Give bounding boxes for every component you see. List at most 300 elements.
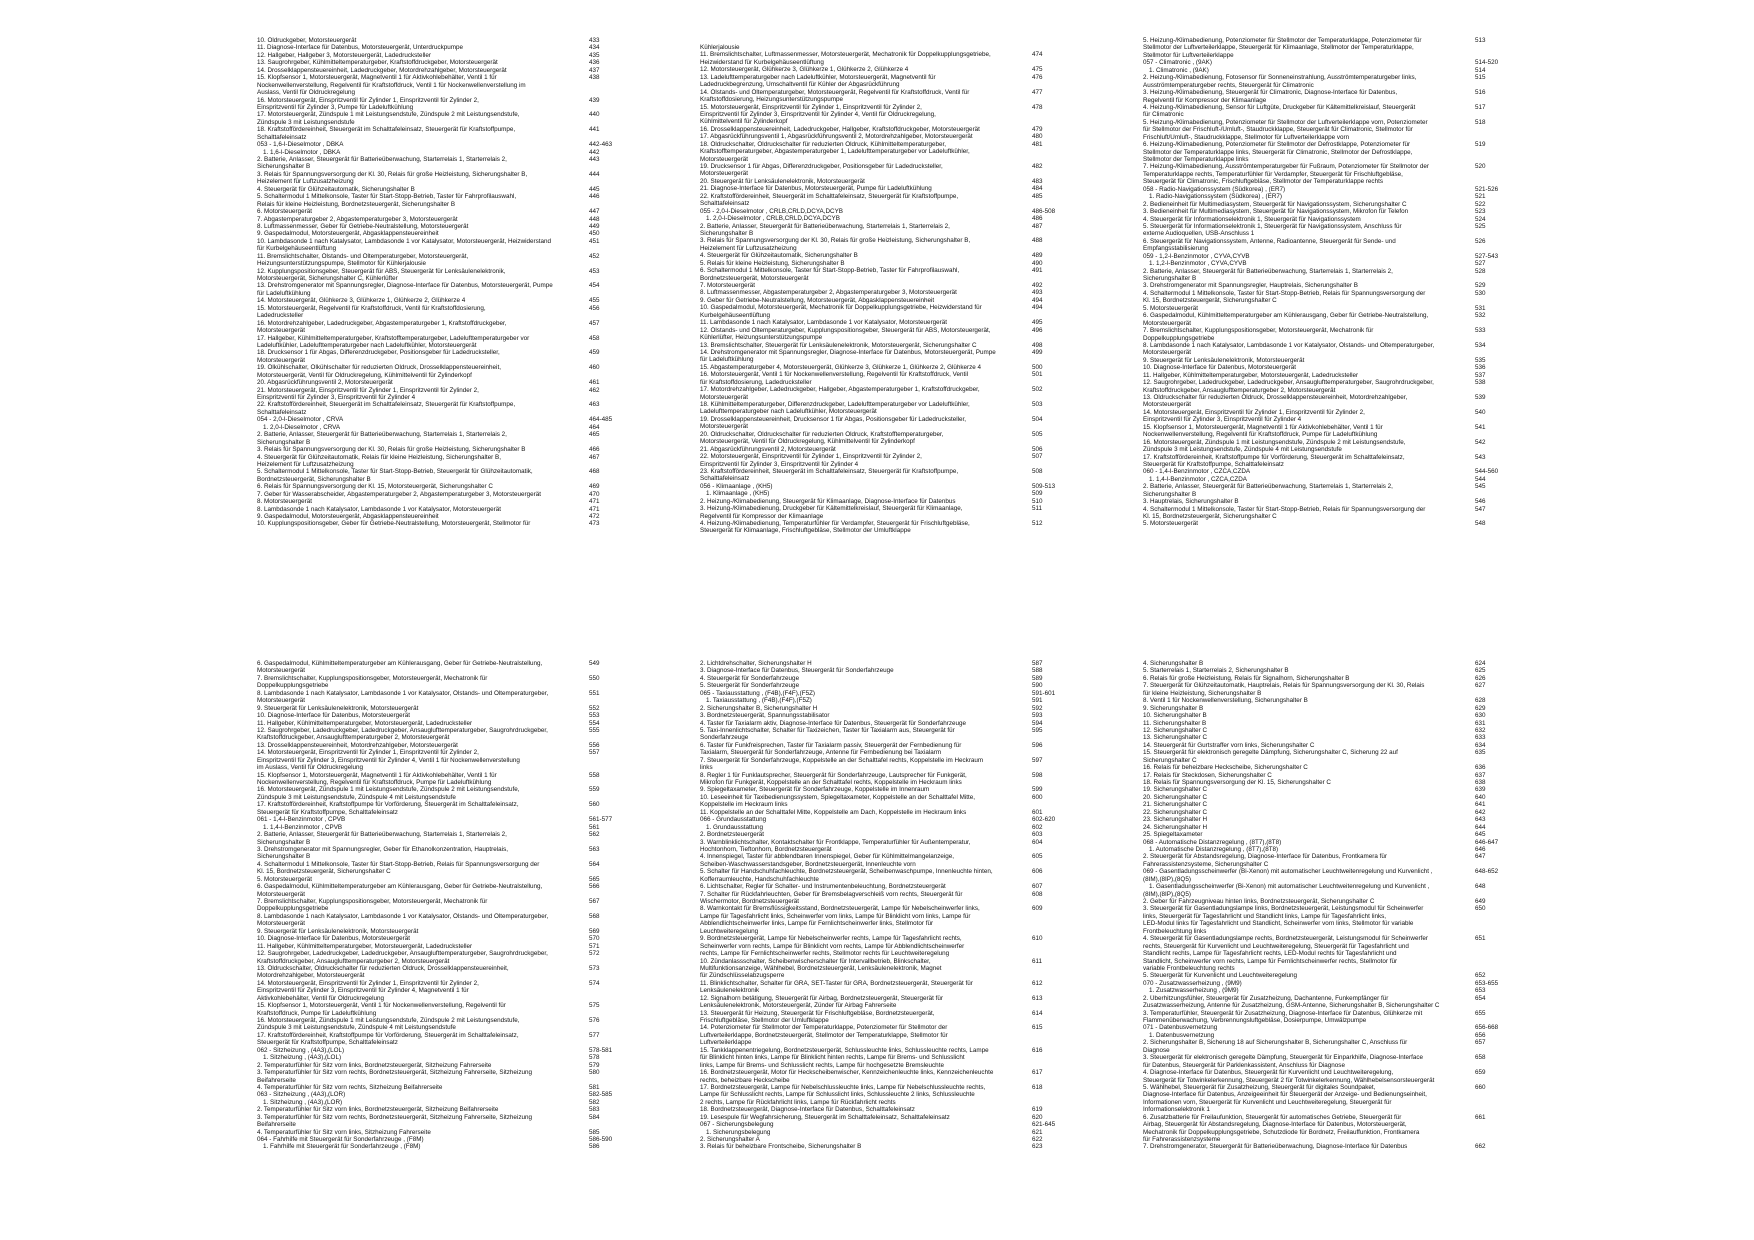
toc-page-number (1026, 1099, 1062, 1106)
toc-entry (1143, 1136, 1505, 1143)
toc-entry-text: Sicherungshalter B (700, 229, 754, 237)
toc-entry (700, 734, 1062, 741)
toc-entry-text: 3. Heizung-/Klimabedienung, Druckgeber für Kältemittelkreislauf, Steuergerät für Klimaanlage, (700, 505, 963, 513)
toc-page-number (1026, 423, 1062, 430)
toc-page-number (1469, 958, 1505, 965)
toc-page-number (583, 697, 619, 704)
toc-entry-text: 1. Climatronic , (9AK) (1149, 66, 1209, 74)
toc-page-number (1026, 987, 1062, 994)
toc-entry (1143, 1062, 1505, 1069)
toc-entry (700, 81, 1062, 88)
toc-entry (1143, 439, 1505, 446)
toc-entry (700, 148, 1062, 155)
toc-page-number: 514-520 (1475, 59, 1499, 67)
toc-entry (257, 1069, 619, 1076)
toc-entry (1143, 290, 1505, 297)
toc-entry (1143, 149, 1505, 156)
toc-entry (257, 349, 619, 356)
toc-entry-text: Doppelkupplungsgetriebe (257, 905, 329, 913)
toc-entry (700, 275, 1062, 282)
toc-entry (1143, 972, 1505, 979)
toc-entry-text: 6. Relais für große Heizleistung, Relais für Signalhorn, Sicherungshalter B (1143, 674, 1350, 682)
toc-entry-text: Zündspule 3 mit Leistungsendstufe, Zündspule 4 mit Leistungsendstufe (257, 793, 456, 801)
toc-entry-text: 21. Motorsteuergerät, Einspritzventil für Zylinder 1, Einspritzventil für Zylinder 2, (257, 386, 479, 394)
toc-page-number: 577 (589, 1031, 600, 1039)
toc-page-number (1026, 156, 1062, 163)
toc-page-number (583, 89, 619, 96)
toc-page-number (1026, 96, 1062, 103)
toc-entry (1143, 97, 1505, 104)
toc-entry (1143, 764, 1505, 771)
toc-entry (700, 490, 1062, 497)
toc-entry (700, 468, 1062, 475)
toc-page-number (583, 372, 619, 379)
toc-entry-text: 23. Sicherungshalter H (1143, 816, 1208, 824)
toc-entry-text: Kühlmittelventil für Zylinderkopf (700, 118, 788, 126)
toc-entry-text: 4. Steuergerät für Informationselektronik 1, Steuergerät für Navigationssystem (1143, 215, 1361, 223)
toc-entry (257, 424, 619, 431)
toc-entry-text: Informationselektronik 1 (1143, 1106, 1210, 1114)
toc-page-number (583, 757, 619, 764)
toc-entry (1143, 1129, 1505, 1136)
toc-page-number: 567 (589, 898, 600, 905)
toc-entry (700, 356, 1062, 363)
toc-page-number (1469, 965, 1505, 972)
toc-entry (700, 431, 1062, 438)
toc-entry (700, 520, 1062, 527)
toc-entry-text: Abblendlichtscheinwerfer links, Lampe für Fernlichtscheinwerfer links, Stellmotor für (700, 920, 934, 928)
toc-entry-text: Aktivkohlebehälter, Ventil für Öldruckregelung (257, 994, 385, 1002)
toc-page-number (583, 275, 619, 282)
toc-entry-text: Steuergerät für Kraftstoffpumpe, Schalttafeleinsatz (1143, 460, 1284, 468)
toc-page-number (1469, 1002, 1505, 1009)
toc-entry (257, 401, 619, 408)
toc-entry-text: Schalttafeleinsatz (700, 475, 750, 483)
toc-entry (700, 527, 1062, 534)
toc-entry (1143, 327, 1505, 334)
toc-page-number: 551 (589, 689, 600, 697)
toc-page-number: 442 (589, 148, 600, 156)
toc-page-number: 598 (1032, 771, 1043, 779)
toc-entry-text: 7. Schalter für Rückfahrleuchten, Geber für Bremsbelagverschleiß vorn rechts, Steuergerät für (700, 890, 963, 898)
toc-entry-text: 15. Klopfsensor 1, Motorsteuergerät, Ventil 1 für Nockenwellenverstellung, Regelventil für (257, 1002, 506, 1010)
toc-page-number: 435 (589, 51, 600, 59)
toc-entry (257, 238, 619, 245)
toc-entry-text: Ladedruckbegrenzung, Umschaltventil für Kühler der Abgasrückführung (700, 81, 900, 89)
toc-entry (1143, 223, 1505, 230)
toc-entry (257, 1114, 619, 1121)
toc-entry-text: 22. Kraftstoffördereinheit, Steuergerät im Schalttafeleinsatz, Steuergerät für Kraftstoffpumpe, (257, 401, 516, 409)
toc-page-number: 586-590 (589, 1136, 613, 1143)
toc-entry (1143, 208, 1505, 215)
toc-entry-text: 5. Starterrelais 1, Starterrelais 2, Sicherungshalter B (1143, 667, 1289, 675)
toc-entry (257, 705, 619, 712)
toc-entry-text: Stellmotor der Temperaturklappe links, Steuergerät für Climatronic, Stellmotor der Defrostklappe, (1143, 148, 1413, 156)
toc-entry (700, 163, 1062, 170)
toc-entry (700, 297, 1062, 304)
toc-entry-text: für Ladeluftkühlung (700, 356, 754, 364)
toc-entry (700, 349, 1062, 356)
toc-entry-text: 9. Geber für Getriebe-Neutralstellung, Motorsteuergerät, Abgasklappensteuereinheit (700, 296, 935, 304)
toc-page-number (583, 1024, 619, 1031)
toc-entry (257, 980, 619, 987)
toc-entry (257, 1099, 619, 1106)
toc-entry-text: Motorsteuergerät (700, 170, 748, 178)
toc-entry (700, 853, 1062, 860)
toc-entry-text: 20. Sicherungshalter C (1143, 793, 1208, 801)
toc-page-number: 612 (1032, 979, 1043, 987)
toc-page-number (583, 667, 619, 674)
toc-entry-text: 7. Heizung-/Klimabedienung, Ausströmtemperaturgeber für Fußraum, Potenziometer für Stellmotor der (1143, 163, 1429, 171)
toc-entry (700, 697, 1062, 704)
toc-page-number: 527-543 (1475, 252, 1499, 260)
toc-entry (1143, 394, 1505, 401)
toc-page-number (1469, 156, 1505, 163)
toc-page-number (1469, 690, 1505, 697)
toc-section-heading (700, 816, 1062, 823)
toc-entry (1143, 801, 1505, 808)
toc-page-number (583, 409, 619, 416)
toc-page-number: 506 (1032, 445, 1043, 453)
toc-entry-text: 2. Batterie, Anlasser, Steuergerät für Batterieüberwachung, Starterrelais 1, Starterrelais 2, (257, 431, 507, 439)
toc-entry (257, 282, 619, 289)
toc-entry (700, 712, 1062, 719)
toc-page-number: 546 (1475, 498, 1486, 506)
toc-entry-text: 8. Ventil 1 für Nockenwellenverstellung, Sicherungshalter B (1143, 697, 1308, 705)
toc-page-number: 569 (589, 927, 600, 935)
toc-entry (700, 304, 1062, 311)
toc-entry-text: 14. Drehstromgenerator mit Spannungsregler, Diagnose-Interface für Datenbus, Motorsteuergerät, Pumpe (700, 348, 996, 356)
toc-entry (700, 252, 1062, 259)
toc-entry-text: Sicherungshalter B (257, 853, 311, 861)
toc-entry (257, 59, 619, 66)
toc-entry (700, 513, 1062, 520)
toc-page-number (1469, 1017, 1505, 1024)
toc-entry (700, 1054, 1062, 1061)
toc-entry (700, 980, 1062, 987)
toc-page-number: 608 (1032, 890, 1043, 898)
toc-entry-text: 5. Relais für kleine Heizleistung, Sicherungshalter B (700, 259, 845, 267)
toc-entry (257, 320, 619, 327)
toc-entry-text: Hochtonhorn, Tieftonhorn, Bordnetzsteuergerät (700, 845, 832, 853)
toc-entry (1143, 667, 1505, 674)
toc-page-number: 477 (1032, 88, 1043, 96)
toc-entry-text: für Kurbelgehäuseentlüftung (257, 245, 337, 253)
toc-entry-text: 3. Temperaturfühler, Steuergerät für Zusatzheizung, Diagnose-Interface für Datenbus, Glühkerze mit (1143, 1009, 1423, 1017)
toc-entry-text: 2. Sicherungshalter B, Sicherungshalter H (700, 704, 818, 712)
toc-page-number: 463 (589, 401, 600, 409)
toc-entry-text: 17. Motordrehzahlgeber, Ladedruckgeber, Hallgeber, Abgastemperaturgeber 1, Kraftstoffdruckgeber, (700, 386, 980, 394)
toc-entry-text: 6. Gaspedalmodul, Kühlmitteltemperaturgeber am Kühlerausgang, Geber für Getriebe-Neutralstellung, (1143, 312, 1429, 320)
toc-entry (257, 104, 619, 111)
toc-entry (257, 364, 619, 371)
toc-entry-text: 14. Motorsteuergerät, Einspritzventil für Zylinder 1, Einspritzventil für Zylinder 2, (257, 979, 479, 987)
toc-entry-text: 1. 1,6-l-Dieselmotor , DBKA (263, 148, 341, 156)
toc-page-number: 485 (1032, 192, 1043, 200)
toc-entry-text: Kurbelgehäuseentlüftung (700, 311, 771, 319)
toc-entry-text: 16. Motorsteuergerät, Zündspule 1 mit Leistungsendstufe, Zündspule 2 mit Leistungsendstufe, (257, 786, 520, 794)
toc-entry (257, 52, 619, 59)
toc-page-number: 470 (589, 490, 600, 498)
toc-entry-text: Nockenwellenverstellung, Regelventil für Kraftstoffdruck, Pumpe für Ladeluftkühlung (1143, 431, 1378, 439)
toc-entry-text: Kl. 15, Bordnetzsteuergerät, Sicherungshalter C (1143, 297, 1277, 305)
toc-entry (1143, 1010, 1505, 1017)
toc-entry (1143, 431, 1505, 438)
toc-entry (700, 705, 1062, 712)
toc-section-heading (1143, 468, 1505, 475)
toc-entry-text: 21. Diagnose-Interface für Datenbus, Motorsteuergerät, Pumpe für Ladeluftkühlung (700, 185, 932, 193)
toc-entry (1143, 891, 1505, 898)
toc-entry-text: 11. Koppelstelle an der Schalttafel Mitte, Koppelstelle am Dach, Koppelstelle im Heckraum links (700, 808, 967, 816)
toc-page-number (1026, 356, 1062, 363)
toc-entry-text: 2. Heizung-/Klimabedienung, Fotosensor für Sonneneinstrahlung, Ausströmtemperaturgeber links, (1143, 74, 1417, 82)
toc-entry (700, 461, 1062, 468)
toc-page-number: 594 (1032, 719, 1043, 727)
toc-entry-text: Einspritzventil für Zylinder 3, Einspritzventil für Zylinder 4, Ventil für Öldruckregelung, (700, 110, 936, 118)
toc-entry (1143, 498, 1505, 505)
toc-entry (257, 230, 619, 237)
toc-page-number: 478 (1032, 103, 1043, 111)
toc-entry (700, 757, 1062, 764)
toc-entry (1143, 401, 1505, 408)
toc-entry-text: 12. Signalhorn betätigung, Steuergerät für Airbag, Bordnetzsteuergerät, Steuergerät für (700, 994, 943, 1002)
toc-page-number: 460 (589, 364, 600, 372)
toc-entry (1143, 987, 1505, 994)
toc-entry-text: 21. Sicherungshalter C (1143, 801, 1208, 809)
toc-entry-text: 18. Drucksensor 1 für Abgas, Differenzdruckgeber, Positionsgeber für Ladedrucksteller, (257, 349, 500, 357)
toc-page-number (1469, 1091, 1505, 1098)
toc-entry-text: 1. Klimaanlage , (KH5) (706, 490, 770, 498)
toc-page-number: 574 (589, 979, 600, 987)
toc-page-number: 556 (589, 741, 600, 749)
toc-entry-text: 9. Steuergerät für Lenksäulenelektronik, Motorsteuergerät (257, 704, 419, 712)
toc-page-number: 621-645 (1032, 1121, 1056, 1129)
toc-entry-text: 5. Steuergerät für Informationselektronik 1, Steuergerät für Navigationssystem, Anschluss für (1143, 222, 1402, 230)
toc-page-number: 596 (1032, 741, 1043, 749)
toc-entry-text: 11. Sicherungshalter B (1143, 719, 1207, 727)
toc-entry-text: 2. Steuergerät für Abstandsregelung, Diagnose-Interface für Datenbus, Frontkamera für (1143, 853, 1387, 861)
toc-entry (700, 1010, 1062, 1017)
toc-page-number (583, 891, 619, 898)
toc-page-number: 458 (589, 334, 600, 342)
toc-page-number: 611 (1032, 957, 1043, 965)
toc-entry (1143, 920, 1505, 927)
toc-entry (257, 935, 619, 942)
toc-entry (257, 357, 619, 364)
toc-entry-text: Leuchtweiteregelung (700, 927, 759, 935)
toc-entry-text: Sicherungshalter C (1143, 756, 1197, 764)
toc-entry (700, 1032, 1062, 1039)
toc-page-number: 533 (1475, 327, 1486, 335)
toc-entry-text: 18. Relais für Spannungsversorgung der Kl. 15, Sicherungshalter C (1143, 779, 1331, 786)
toc-entry (257, 1121, 619, 1128)
toc-entry (1143, 995, 1505, 1002)
toc-page-number: 508 (1032, 467, 1043, 475)
toc-entry (257, 245, 619, 252)
toc-page-number: 496 (1032, 326, 1043, 334)
toc-page-number: 565 (589, 875, 600, 883)
toc-entry (700, 682, 1062, 689)
toc-entry (1143, 372, 1505, 379)
toc-entry-text: Airbag, Steuergerät für Abstandsregelung, Diagnose-Interface für Datenbus, Motorsteuergerät, (1143, 1121, 1407, 1129)
toc-entry-text: für Fahrerassistenzsysteme (1143, 1136, 1221, 1143)
toc-entry-text: 11. Lambdasonde 1 nach Katalysator, Lambdasonde 1 vor Katalysator, Motorsteuergerät (700, 319, 948, 327)
toc-page-number: 526 (1475, 237, 1486, 245)
toc-entry-text: Kraftstoffdruck, Pumpe für Ladeluftkühlung (257, 1009, 377, 1017)
toc-entry (700, 764, 1062, 771)
toc-entry-text: 5. Schaltermodul 1 Mittelkonsole, Taster für Start-Stopp-Betrieb, Steuergerät für Glühzeitautomatik, (257, 468, 533, 476)
toc-entry (1143, 134, 1505, 141)
toc-entry-text: 13. Steuergerät für Heizung, Steuergerät für Frischluftgebläse, Bordnetzsteuergerät, (700, 1009, 935, 1017)
toc-entry (700, 423, 1062, 430)
toc-entry-text: Temperaturklappe rechts, Temperaturfühler für Verdampfer, Steuergerät für Frischluftgebläse, (1143, 170, 1403, 178)
toc-entry-text: Fahrerassistenzsysteme, Sicherungshalter C (1143, 860, 1269, 868)
toc-entry (257, 74, 619, 81)
toc-section-heading (1143, 980, 1505, 987)
toc-entry-text: Relais für kleine Heizleistung, Bordnetzsteuergerät, Sicherungshalter B (257, 200, 456, 208)
toc-page-number: 456 (589, 304, 600, 312)
toc-entry (257, 126, 619, 133)
toc-entry-text: 20. Öldruckschalter, Öldruckschalter für reduzierten Öldruck, Kraftstofftemperaturgeber, (700, 430, 944, 438)
toc-page-number: 554 (589, 719, 600, 727)
toc-page-number: 527 (1475, 260, 1486, 268)
toc-page-number: 609 (1032, 905, 1043, 913)
toc-entry-text: 1. Gasentladungsscheinwerfer (Bi-Xenon) mit automatischer Leuchtweitenregelung und Kurvenlicht , (1149, 883, 1430, 891)
toc-entry-text: 057 - Climatronic , (9AK) (1143, 59, 1212, 67)
toc-entry (1143, 660, 1505, 667)
toc-page-number: 639 (1475, 786, 1486, 794)
toc-entry (700, 394, 1062, 401)
toc-entry (700, 1002, 1062, 1009)
toc-page-number: 550 (589, 674, 600, 682)
toc-page-number: 524 (1475, 215, 1486, 223)
toc-entry-text: 13. Öldruckschalter für reduzierten Öldruck, Drosselklappensteuereinheit, Motordrehzahlgeber, (1143, 394, 1408, 401)
toc-entry (1143, 156, 1505, 163)
toc-entry (700, 59, 1062, 66)
toc-page-number (1469, 416, 1505, 423)
toc-page-number: 613 (1032, 994, 1043, 1002)
toc-page-number (1026, 170, 1062, 177)
toc-entry (1143, 928, 1505, 935)
toc-entry-text: Stellmotor der Luftverteilerklappe, Steuergerät für Klimaanlage, Stellmotor der Temperaturklappe, (1143, 44, 1414, 52)
toc-entry (1143, 1143, 1505, 1150)
toc-entry (700, 1024, 1062, 1031)
toc-entry (700, 215, 1062, 222)
toc-page-number: 521-526 (1475, 185, 1499, 193)
toc-entry (257, 342, 619, 349)
toc-page-number: 439 (589, 96, 600, 104)
toc-entry-text: Kofferraumleuchte, Handschuhfachleuchte (700, 875, 819, 883)
toc-page-number (1026, 461, 1062, 468)
toc-entry-text: 14. Drosselklappensteuereinheit, Ladedruckgeber, Motordrehzahlgeber, Motorsteuergerät (257, 66, 507, 74)
toc-page-number: 648-652 (1475, 868, 1499, 876)
toc-entry-text: Kühlerjalousie (700, 44, 740, 51)
toc-entry-text: Einspritzventil für Zylinder 3, Einspritzventil für Zylinder 4, Magnetventil 1 für (257, 987, 469, 995)
toc-entry-text: Kraftstoffdruckgeber, Ansauglufttemperaturgeber 2, Motorsteuergerät (257, 734, 450, 742)
toc-page-number: 494 (1032, 296, 1043, 304)
toc-entry (257, 742, 619, 749)
toc-page-number: 593 (1032, 712, 1043, 720)
toc-entry (1143, 720, 1505, 727)
toc-entry (700, 772, 1062, 779)
toc-entry (700, 327, 1062, 334)
toc-entry (1143, 831, 1505, 838)
toc-page-number (583, 972, 619, 979)
toc-entry-text: 3. Relais für Spannungsversorgung der Kl. 30, Relais für große Heizleistung, Sicherungshalter B, (700, 237, 971, 245)
toc-entry (700, 779, 1062, 786)
toc-entry (257, 297, 619, 304)
toc-entry-text: Doppelkupplungsgetriebe (257, 682, 329, 690)
toc-entry (257, 461, 619, 468)
toc-entry (1143, 201, 1505, 208)
toc-entry (1143, 1084, 1505, 1091)
toc-page-number: 519 (1475, 141, 1486, 149)
toc-page-number: 490 (1032, 259, 1043, 267)
toc-page-number: 499 (1032, 348, 1043, 356)
toc-page-number: 624 (1475, 660, 1486, 667)
toc-entry (1143, 1069, 1505, 1076)
toc-page-number: 509-513 (1032, 482, 1056, 490)
toc-page-number: 438 (589, 74, 600, 82)
toc-page-number: 513 (1475, 37, 1486, 44)
toc-entry (700, 141, 1062, 148)
toc-page-number: 480 (1032, 133, 1043, 141)
toc-page-number: 465 (589, 431, 600, 439)
toc-entry (700, 446, 1062, 453)
toc-entry (257, 67, 619, 74)
toc-entry-text: Ladelufttemperaturgeber nach Ladeluftkühler, Motorsteuergerät (700, 408, 877, 416)
toc-page-number (1469, 178, 1505, 185)
toc-section-heading (257, 141, 619, 148)
toc-page-number: 540 (1475, 408, 1486, 416)
toc-entry-text: 2. Überhitzungsfühler, Steuergerät für Zusatzheizung, Dachantenne, Funkempfänger für (1143, 994, 1389, 1002)
toc-entry-text: Beifahrerseite (257, 1076, 296, 1084)
toc-section-heading (1143, 1024, 1505, 1031)
toc-entry-text: Zündspule 3 mit Leistungsendstufe (257, 118, 355, 126)
toc-page-number: 572 (589, 950, 600, 958)
toc-entry-text: 4. Temperaturfühler für Sitz vorn rechts, Sitzheizung Beifahrerseite (257, 1083, 443, 1091)
toc-page-number (583, 868, 619, 875)
toc-section-heading (1143, 253, 1505, 260)
toc-entry-text: 11. Bremslichtschalter, Luftmassenmesser, Motorsteuergerät, Mechatronik für Doppelkupplungsgetriebe, (700, 51, 991, 59)
toc-page-number: 631 (1475, 719, 1486, 727)
toc-entry-text: Steuergerät für Totwinkelerkennung, Steuergerät 2 für Totwinkelerkennung, Wählhebelsensorsteuergerät (1143, 1076, 1435, 1084)
toc-page-number: 462 (589, 386, 600, 394)
toc-entry-text: 16. Motordrehzahlgeber, Ladedruckgeber, Abgastemperaturgeber 1, Kraftstoffdruckgeber, (257, 319, 507, 327)
toc-page-number: 626 (1475, 674, 1486, 682)
toc-entry-text: 2. Bordnetzsteuergerät (700, 831, 765, 839)
toc-page-number (583, 958, 619, 965)
toc-page-number (1469, 1129, 1505, 1136)
toc-page-number (1469, 1121, 1505, 1128)
toc-page-number (583, 905, 619, 912)
toc-page-number (1026, 44, 1062, 51)
toc-entry-text: Sicherungshalter B (1143, 275, 1197, 282)
toc-entry (1143, 335, 1505, 342)
toc-entry-text: 063 - Sitzheizung , (4A3),(LOR) (257, 1091, 346, 1099)
toc-entry-text: 15. Motorsteuergerät, Regelventil für Kraftstoffdruck, Ventil für Kraftstoffdosierung, (257, 304, 486, 312)
toc-entry-text: 3. Drehstromgenerator mit Spannungsregler, Hauptrelais, Sicherungshalter B (1143, 282, 1358, 290)
toc-entry (1143, 268, 1505, 275)
toc-entry (1143, 846, 1505, 853)
toc-page-number (1469, 335, 1505, 342)
toc-page-number: 619 (1032, 1106, 1043, 1114)
toc-entry-text: 2. Batterie, Anlasser, Steuergerät für Batterieüberwachung, Starterrelais 1, Starterrelais 2, (1143, 483, 1393, 491)
toc-page-number (583, 794, 619, 801)
toc-entry (1143, 943, 1505, 950)
toc-entry (700, 1143, 1062, 1150)
toc-entry-text: für kleine Heizleistung, Sicherungshalter B (1143, 689, 1262, 697)
